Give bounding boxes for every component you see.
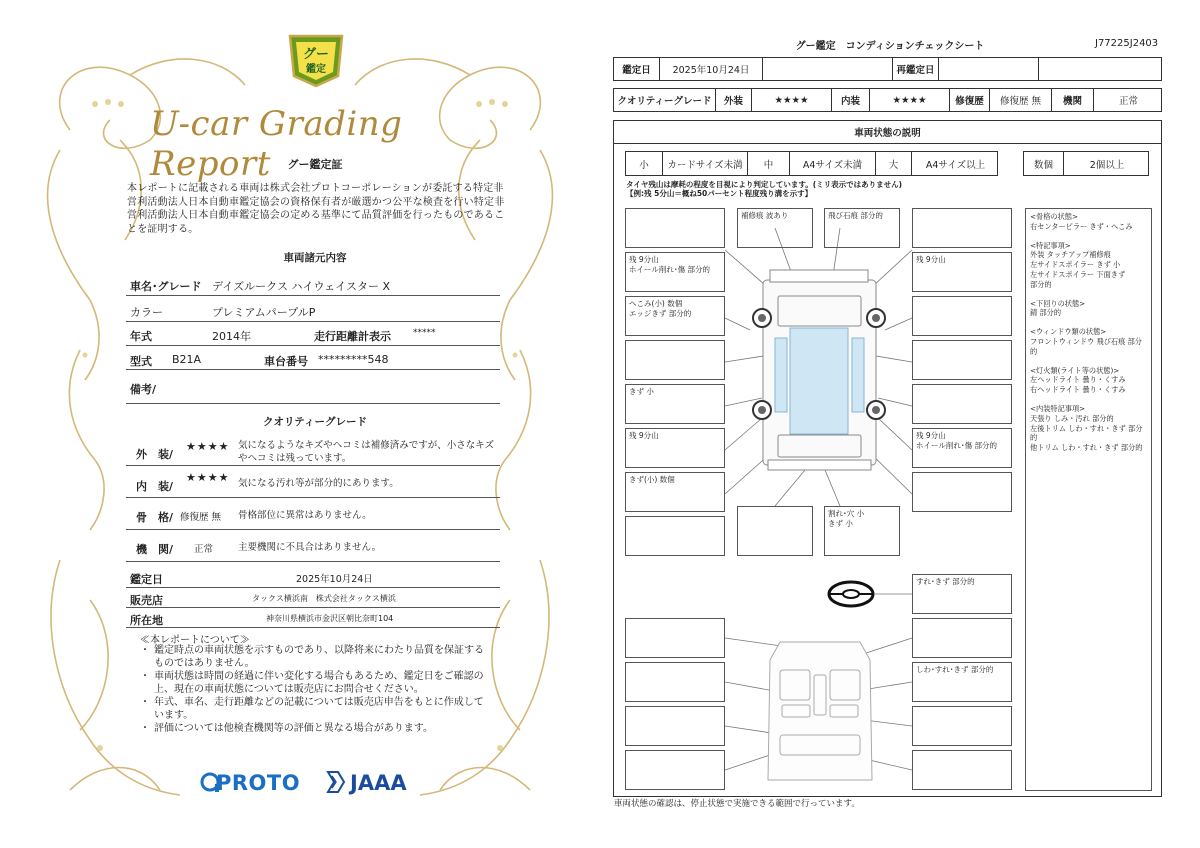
- note-group-interior: [1030, 404, 1147, 453]
- row-address: [126, 608, 500, 628]
- frame-description: 骨格部位に異常はありません。: [238, 510, 372, 521]
- size-small: 小: [626, 152, 663, 175]
- damage-box-bottom-2: 割れ･穴 小 きず 小: [824, 506, 900, 556]
- interior-box-left-3: [625, 706, 725, 746]
- value-color: プレミアムパープルP: [212, 306, 316, 319]
- value-interior-stars: ★★★★: [870, 89, 950, 111]
- value-date: 2025年10月24日: [660, 58, 763, 80]
- damage-box-right-4: [912, 340, 1012, 380]
- damage-box-right-2: 残 9分山: [912, 252, 1012, 292]
- exterior-description: 気になるようなキズやヘコミは補修済みですが、小さなキズやヘコミは残っています。: [238, 440, 495, 464]
- note-group-frame: [1030, 212, 1147, 232]
- label-chassis: 車台番号: [264, 355, 308, 368]
- svg-text:グー: グー: [302, 47, 330, 62]
- count-desc: 2個以上: [1089, 159, 1125, 171]
- label-year: 年式: [130, 330, 152, 343]
- steering-box: すれ･きず 部分的: [912, 574, 1012, 614]
- label-odometer: 走行距離計表示: [314, 330, 391, 343]
- note-group-special: [1030, 241, 1147, 290]
- label-address: 所在地: [130, 614, 163, 627]
- note-line: 他トリム しわ・すれ・きず 部分的: [1030, 443, 1143, 453]
- note-group-title: <下回りの状態>: [1030, 298, 1086, 308]
- label-engine: 機 関/: [136, 543, 174, 556]
- engine-description: 主要機関に不具合はありません。: [238, 542, 382, 553]
- value-exterior-stars: ★★★★: [752, 89, 832, 111]
- value-chassis: *********548: [318, 353, 389, 366]
- label-exterior: 外 装/: [136, 448, 174, 461]
- value-history: 修復歴 無: [990, 89, 1052, 111]
- label-vehicle-name: 車名･グレード: [130, 280, 202, 293]
- label-quality-grade: クオリティーグレード: [614, 89, 716, 111]
- interior-box-left-4: [625, 750, 725, 790]
- count-label: 数個: [1024, 152, 1064, 175]
- note-item: ・ 年式、車名、走行距離などの記載については販売店申告をもとに作成しています。: [142, 696, 492, 722]
- vehicle-section-title: 車両諸元内容: [283, 252, 347, 264]
- label-dealer: 販売店: [130, 594, 163, 607]
- jaaa-brand: JAAA: [350, 771, 407, 795]
- note-item: ・ 鑑定時点の車両状態を示すものであり、以降将来にわたり品質を保証するものではありません。: [142, 644, 492, 670]
- note-line: 右センターピラー きず・へこみ: [1030, 221, 1133, 231]
- value-odometer: *****: [413, 328, 436, 338]
- label-interior: 内装: [832, 89, 870, 111]
- condition-check-sheet: [600, 0, 1200, 848]
- note-group-underbody: [1030, 299, 1147, 319]
- interior-box-right-1: [912, 618, 1012, 658]
- steering-wheel-icon: [829, 582, 873, 606]
- notes-list: [142, 644, 492, 735]
- label-remarks: 備考/: [130, 383, 157, 396]
- note-line: 左サイドスポイラー 下面きず: [1030, 269, 1126, 279]
- label-history: 修復歴: [950, 89, 990, 111]
- row-color: [126, 296, 500, 322]
- interior-box-right-4: [912, 750, 1012, 790]
- damage-box-left-6: 残 9分山: [625, 428, 725, 468]
- damage-box-right-6: 残 9分山 ホイール削れ･傷 部分的: [912, 428, 1012, 468]
- value-year: 2014年: [212, 330, 251, 343]
- note-line: 右ヘッドライト 曇り・くすみ: [1030, 385, 1126, 395]
- label-date: 鑑定日: [614, 58, 660, 80]
- certificate-body: 本レポートに記載される車両は株式会社プロトコーポレーションが委託する特定非営利活動法人日本自動車鑑定協会の資格保有者が厳選かつ公平な検査を行い特定非営利活動法人日本自動車鑑定協会の定める基準にて品質評価を行ったものであることを証明する。: [127, 183, 505, 235]
- damage-box-right-5: [912, 384, 1012, 424]
- proto-brand: PROTO: [216, 771, 301, 795]
- damage-box-right-3: [912, 296, 1012, 336]
- row-frame: [126, 498, 500, 530]
- document-number: J77225J2403: [1095, 38, 1159, 49]
- damage-box-right-1: [912, 208, 1012, 248]
- damage-box-left-4: [625, 340, 725, 380]
- note-line: 天張り しみ・汚れ 部分的: [1030, 413, 1114, 423]
- note-line: 部分的: [1030, 279, 1052, 289]
- damage-box-left-5: きず 小: [625, 384, 725, 424]
- damage-box-top-1: 補修痕 波あり: [737, 208, 813, 248]
- damage-box-left-3: へこみ(小) 数個 エッジきず 部分的: [625, 296, 725, 336]
- goo-appraisal-badge-icon: [286, 30, 346, 88]
- damage-box-left-2: 残 9分山 ホイール削れ･傷 部分的: [625, 252, 725, 292]
- exterior-stars: ★★★★: [186, 440, 230, 453]
- size-small-desc: カードサイズ未満: [663, 152, 748, 175]
- note-line: 錆 部分的: [1030, 308, 1062, 318]
- note-line: 左ヘッドライト 曇り・くすみ: [1030, 375, 1126, 385]
- label-model: 型式: [130, 355, 152, 368]
- condition-notes-panel: [1025, 208, 1152, 791]
- interior-stars: ★★★★: [186, 471, 230, 484]
- label-interior: 内 装/: [136, 480, 174, 493]
- size-mid-desc: A4サイズ未満: [790, 152, 876, 175]
- sheet-title: グー鑑定 コンディションチェックシート: [795, 41, 985, 52]
- note-group-title: <特記事項>: [1030, 240, 1071, 250]
- row-vehicle-name: [126, 270, 500, 296]
- note-line: 外装 タッチアップ補修痕: [1030, 250, 1111, 260]
- row-year: [126, 322, 500, 346]
- script-title: U-car Grading Report: [150, 104, 403, 184]
- value-appraisal-date: 2025年10月24日: [296, 574, 373, 585]
- tire-note-2: 【例:残 5分山＝概ね50パーセント程度残り溝を示す】: [626, 189, 813, 198]
- value-engine: 正常: [1118, 96, 1138, 107]
- value-model: B21A: [172, 353, 202, 366]
- damage-box-bottom-1: [737, 506, 813, 556]
- value-address: 神奈川県横浜市金沢区朝比奈町104: [266, 614, 394, 623]
- note-group-windows: [1030, 327, 1147, 356]
- note-item: ・ 車両状態は時間の経過に伴い変化する場合もあるため、鑑定日をご確認の上、現在の車両状態については販売店にお問合せください。: [142, 670, 492, 696]
- interior-box-right-2: しわ･すれ･きず 部分的: [912, 662, 1012, 702]
- label-redate: 再鑑定日: [893, 58, 939, 80]
- note-group-title: <ウィンドウ類の状態>: [1030, 327, 1107, 337]
- value-vehicle-name: デイズルークス ハイウェイスター X: [212, 280, 390, 293]
- note-group-title: <内装特記事項>: [1030, 403, 1086, 413]
- engine-value: 正常: [194, 544, 214, 555]
- note-item: ・ 評価については他検査機関等の評価と異なる場合があります。: [142, 722, 492, 735]
- note-group-title: <骨格の状態>: [1030, 212, 1078, 221]
- value-dealer: タックス横浜南 株式会社タックス横浜: [252, 594, 396, 603]
- note-group-lights: [1030, 366, 1147, 395]
- interior-description: 気になる汚れ等が部分的にあります。: [238, 478, 399, 489]
- frame-value: 修復歴 無: [180, 512, 222, 523]
- row-interior: [126, 466, 500, 498]
- interior-box-left-1: [625, 618, 725, 658]
- damage-box-left-1: [625, 208, 725, 248]
- footer-note: 車両状態の確認は、停止状態で実施できる範囲で行っています。: [614, 799, 860, 809]
- note-line: フロントウィンドウ 飛び石痕 部分的: [1030, 336, 1142, 356]
- certificate-title: グー鑑定証: [287, 158, 343, 171]
- label-frame: 骨 格/: [136, 511, 174, 524]
- label-engine: 機関: [1052, 89, 1094, 111]
- jaaa-logo-icon: [326, 770, 346, 794]
- label-appraisal-date: 鑑定日: [130, 573, 163, 586]
- damage-box-left-7: きず(小) 数個: [625, 472, 725, 512]
- row-model: [126, 346, 500, 370]
- note-line: 左後トリム しわ・すれ・きず 部分的: [1030, 423, 1143, 443]
- size-mid: 中: [748, 152, 790, 175]
- note-group-title: <灯火類(ライト等の状態)>: [1030, 365, 1120, 375]
- row-dealer: [126, 588, 500, 608]
- row-appraisal-date: [126, 566, 500, 588]
- damage-box-top-2: 飛び石痕 部分的: [824, 208, 900, 248]
- quality-section-title: クオリティーグレード: [263, 416, 367, 428]
- note-line: 左サイドスポイラー きず 小: [1030, 260, 1121, 270]
- size-large: 大: [876, 152, 912, 175]
- label-exterior: 外装: [716, 89, 752, 111]
- label-color: カラー: [130, 306, 163, 319]
- tire-note-1: タイヤ残山は摩耗の程度を目視により判定しています。(ミリ表示ではありません): [626, 180, 903, 189]
- notes-title: ≪本レポートについて≫: [140, 635, 250, 646]
- size-large-desc: A4サイズ以上: [925, 159, 986, 171]
- svg-text:鑑定: 鑑定: [306, 64, 326, 75]
- damage-box-left-8: [625, 516, 725, 556]
- row-engine: [126, 530, 500, 562]
- row-exterior: [126, 434, 500, 466]
- damage-box-right-7: [912, 472, 1012, 512]
- interior-box-left-2: [625, 662, 725, 702]
- row-remarks: [126, 370, 500, 404]
- state-title: 車両状態の説明: [613, 120, 1162, 144]
- interior-box-right-3: [912, 706, 1012, 746]
